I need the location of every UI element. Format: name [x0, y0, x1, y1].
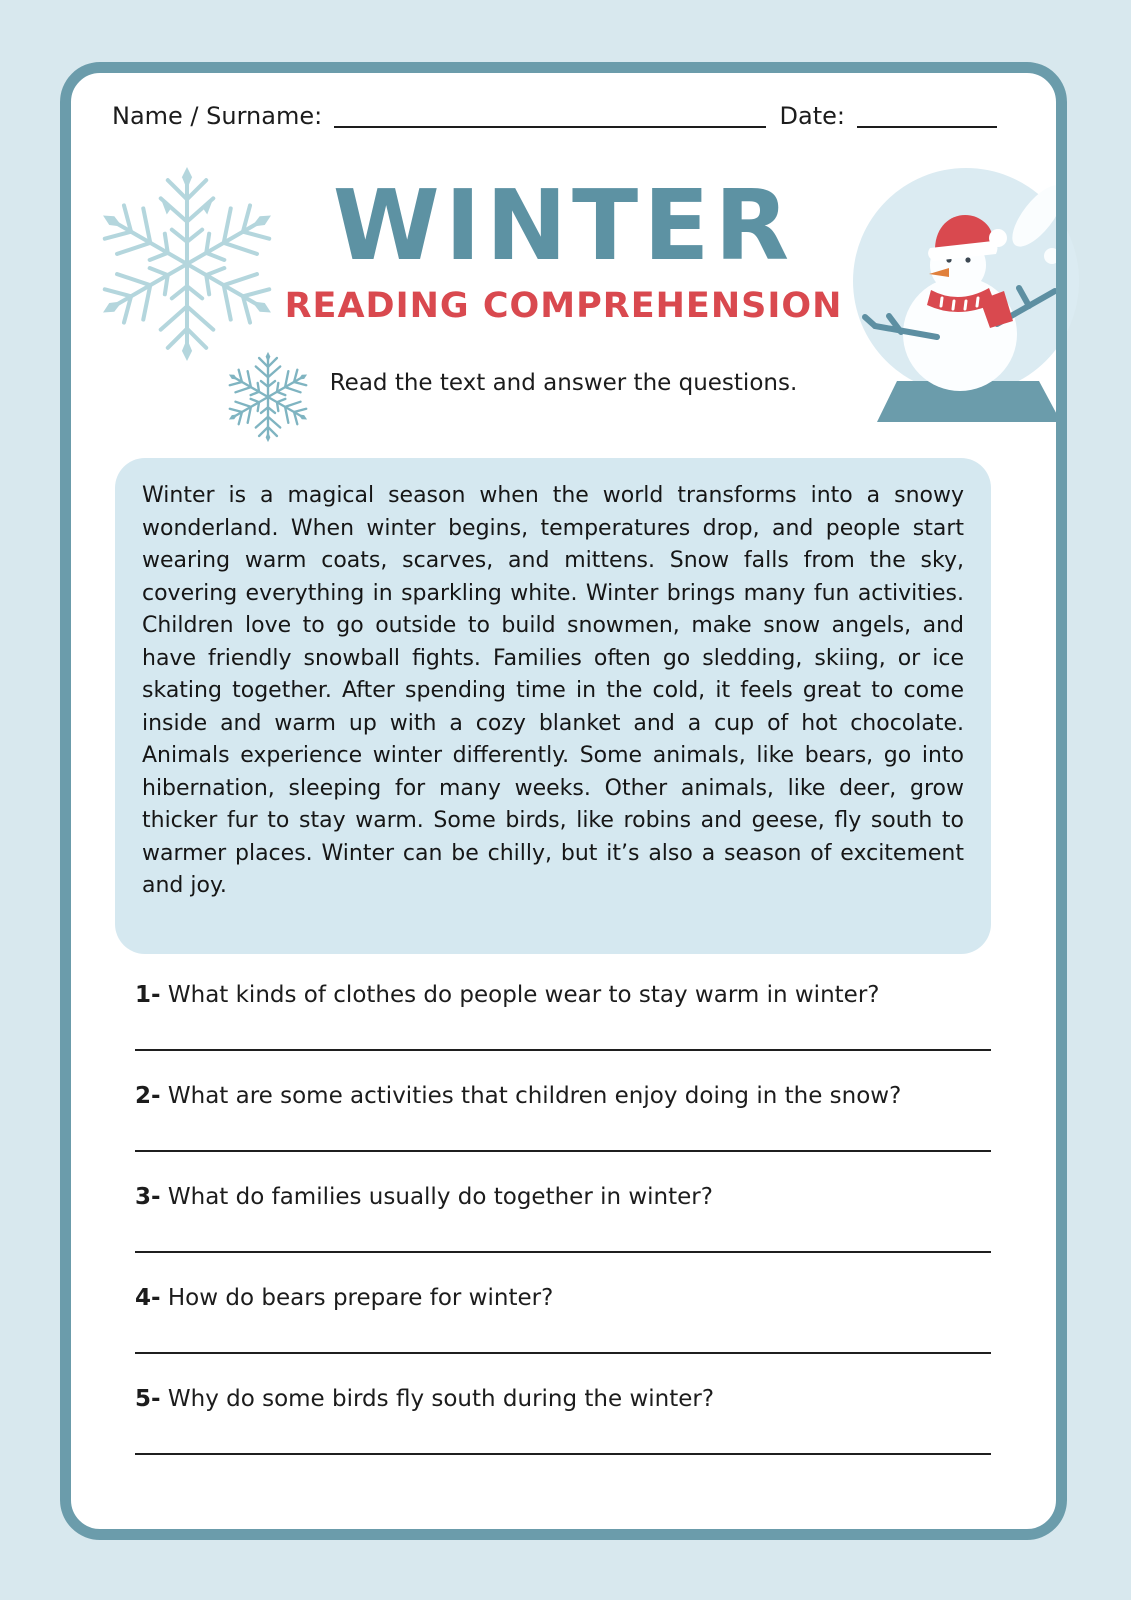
question-text: [135, 1384, 991, 1414]
name-date-row: [112, 102, 997, 130]
questions-list: [135, 980, 991, 1485]
snow-globe-icon: [847, 164, 1095, 426]
question-label: What kinds of clothes do people wear to stay warm in winter?: [167, 982, 880, 1008]
answer-line-4: [135, 1352, 991, 1354]
page-title: WINTER: [332, 169, 795, 282]
date-write-line: [857, 102, 997, 128]
question-label: What do families usually do together in winter?: [167, 1184, 713, 1210]
question-1: [135, 980, 991, 1051]
question-text: [135, 980, 991, 1010]
question-number: 3-: [135, 1184, 161, 1210]
question-number: 2-: [135, 1083, 161, 1109]
question-label: What are some activities that children enjoy doing in the snow?: [167, 1083, 902, 1109]
date-label: Date:: [779, 102, 845, 130]
answer-line-3: [135, 1251, 991, 1253]
question-label: Why do some birds fly south during the winter?: [167, 1386, 715, 1412]
name-write-line: [334, 102, 765, 128]
answer-line-2: [135, 1150, 991, 1152]
question-text: [135, 1182, 991, 1212]
question-number: 4-: [135, 1285, 161, 1311]
question-4: [135, 1283, 991, 1354]
instruction-text: Read the text and answer the questions.: [329, 369, 798, 396]
question-3: [135, 1182, 991, 1253]
question-text: [135, 1283, 991, 1313]
name-label: Name / Surname:: [112, 102, 323, 130]
question-number: 1-: [135, 982, 161, 1008]
question-2: [135, 1081, 991, 1152]
question-number: 5-: [135, 1386, 161, 1412]
answer-line-5: [135, 1453, 991, 1455]
answer-line-1: [135, 1049, 991, 1051]
question-label: How do bears prepare for winter?: [167, 1285, 554, 1311]
question-5: [135, 1384, 991, 1455]
question-text: [135, 1081, 991, 1111]
page-subtitle: READING COMPREHENSION: [284, 285, 843, 326]
reading-passage: Winter is a magical season when the world transforms into a snowy wonderland. When winter begins, temperatures drop, and people start wearing warm coats, scarves, and mittens. Snow falls from the sky, covering everything in sparkling white. Winter brings many fun activities. Children love to go outside to build snowmen, make snow angels, and have friendly snowball fights. Families often go sledding, skiing, or ice skating together. After spending time in the cold, it feels great to come inside and warm up with a cozy blanket and a cup of hot chocolate. Animals experience winter differently. Some animals, like bears, go into hibernation, sleeping for many weeks. Other animals, like deer, grow thicker fur to stay warm. Some birds, like robins and geese, fly south to warmer places. Winter can be chilly, but it’s also a season of excitement and joy.: [115, 458, 991, 954]
